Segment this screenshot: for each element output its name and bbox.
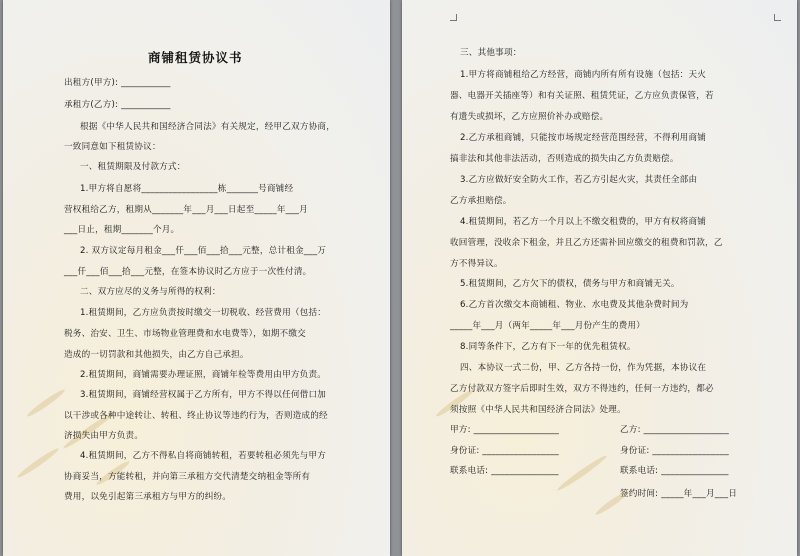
text-line: 1.甲方将自愿将_________________栋_______号商铺经: [80, 184, 294, 194]
text-line: 4.租赁期间，若乙方一个月以上不缴交租费的，甲方有权将商铺: [460, 217, 707, 227]
text-line: 器、电器开关插座等）和有关证照、租赁凭证，乙方应负责保管，若: [450, 91, 714, 101]
text-line: 2.租赁期间，商铺需要办理证照，商铺年检等费用由甲方负责。: [80, 370, 327, 380]
text-line: 5.租赁期间，乙方欠下的债权，债务与甲方和商铺无关。: [460, 279, 680, 289]
phone-a: 联系电话: _______________: [450, 466, 559, 476]
text-line: 协商妥当，方能转租，并向第三承租方交代清楚交纳租金等所有: [64, 472, 311, 482]
decorative-leaf: [16, 446, 60, 480]
section-heading: 二、双方应尽的义务与所得的权利：: [80, 287, 221, 297]
text-line: 1.甲方将商铺租给乙方经营，商铺内所有所有设施（包括：天火: [460, 70, 707, 80]
document-page-left: [3, 0, 390, 556]
text-line: 2.乙方承租商铺，只能按市场规定经营范围经营，不得利用商铺: [460, 133, 707, 143]
text-line: 乙方承担赔偿。: [450, 196, 512, 206]
text-line: 营权租给乙方，租期从_______年___月___日起至_____年___月: [64, 205, 308, 215]
section-heading: 一、租赁期限及付款方式：: [80, 162, 186, 172]
signing-date: 签约时间: _____年___月___日: [620, 489, 738, 499]
text-line: 须按照《中华人民共和国经济合同法》处理。: [450, 405, 626, 415]
text-line: 乙方付款双方签字后即时生效，双方不得违约，任何一方违约，都必: [450, 384, 714, 394]
text-line: 费用，以免引起第三承租方与甲方的纠纷。: [64, 492, 232, 502]
text-line: 3.乙方应做好安全防火工作，若乙方引起火灾，其责任全部由: [460, 175, 698, 185]
id-number-b: 身份证: _________________: [620, 446, 729, 456]
signature-party-a: 甲方: ___________________: [450, 425, 560, 435]
page-corner-mark: [450, 14, 457, 21]
decorative-leaf: [556, 453, 609, 492]
document-page-right: [402, 0, 797, 556]
text-line: 造成的一切罚款和其他损失，由乙方自己承担。: [64, 350, 249, 360]
text-line: 根据《中华人民共和国经济合同法》有关规定，经甲乙双方协商，: [80, 122, 336, 132]
phone-b: 联系电话: _______________: [620, 466, 729, 476]
text-line: 1.租赁期间，乙方应负责按时缴交一切税收、经营费用（包括：: [80, 308, 327, 318]
text-line: 3.租赁期间，商铺经营权属于乙方所有，甲方不得以任何借口加: [80, 390, 327, 400]
text-line: ___日止，租期_______个月。: [64, 225, 180, 235]
text-line: 2. 双方议定每月租金___仟___佰___拾___元整，总计租金___万: [80, 246, 327, 256]
text-line: 一致同意如下租赁协议：: [64, 142, 161, 152]
text-line: 4.租赁期间，乙方不得私自将商铺转租，若要转租必须先与甲方: [80, 451, 327, 461]
text-line: 方不得异议。: [450, 259, 503, 269]
text-line: 四、本协议一式二份，甲、乙方各持一份，作为凭据，本协议在: [460, 363, 707, 373]
section-heading: 三、其他事项：: [460, 48, 522, 58]
text-line: _____年___月（两年_____年___月份产生的费用）: [450, 321, 646, 331]
document-title: 商铺租赁协议书: [148, 50, 243, 65]
text-line: 税务、治安、卫生、市场物业管理费和水电费等），如期不缴交: [64, 329, 306, 339]
text-line: ___仟___佰___拾___元整，在签本协议时乙方应于一次性付清。: [64, 267, 312, 277]
text-line: 出租方(甲方): ___________: [64, 78, 171, 88]
text-line: 收回管理，没收余下租金，并且乙方还需补回应缴交的租费和罚款，乙: [450, 238, 723, 248]
text-line: 有遗失或损坏，乙方应照价补办或赔偿。: [450, 112, 609, 122]
text-line: 承租方(乙方): ___________: [64, 100, 171, 110]
text-line: 济损失由甲方负责。: [64, 431, 144, 441]
decorative-leaf: [25, 387, 66, 418]
text-line: 以干涉或各种中途转让、转租、终止协议等违约行为，否则造成的经: [64, 411, 328, 421]
text-line: 6.乙方首次缴交本商铺租、物业、水电费及其他杂费时间为: [460, 300, 689, 310]
id-number-a: 身份证: _________________: [450, 446, 559, 456]
text-line: 搞非法和其他非法活动，否则造成的损失由乙方负责赔偿。: [450, 154, 679, 164]
text-line: 8.同等条件下，乙方有下一年的优先租赁权。: [460, 342, 636, 352]
page-corner-mark: [774, 14, 781, 21]
signature-party-b: 乙方: ___________________: [620, 425, 730, 435]
